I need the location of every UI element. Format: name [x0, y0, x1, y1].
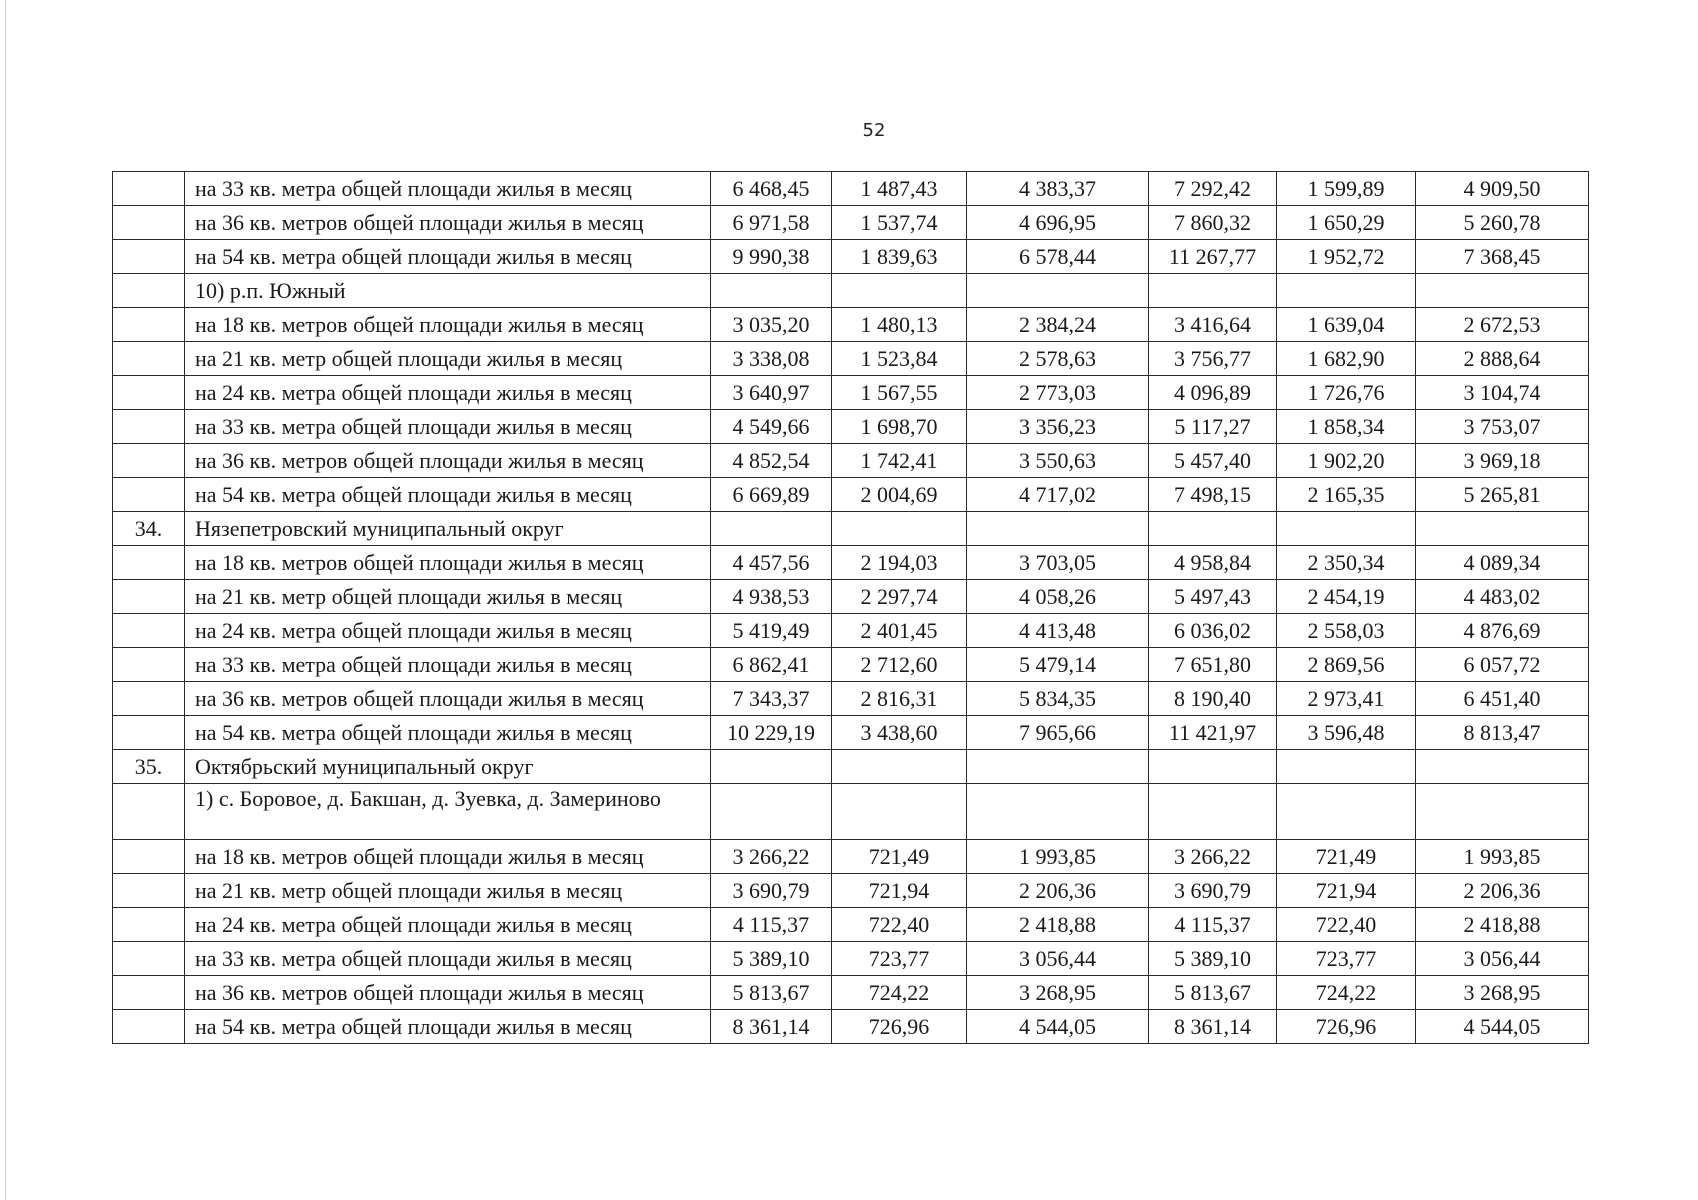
row-label-cell: Октябрьский муниципальный округ	[185, 750, 711, 784]
value-cell-col1: 3 640,97	[711, 376, 832, 410]
value-cell-col6	[1416, 784, 1589, 840]
value-cell-col6: 3 268,95	[1416, 976, 1589, 1010]
row-index-cell	[113, 976, 185, 1010]
value-cell-col6: 3 104,74	[1416, 376, 1589, 410]
value-cell-col4: 6 036,02	[1149, 614, 1277, 648]
table-row	[113, 478, 1589, 512]
table-row	[113, 614, 1589, 648]
value-cell-col4: 3 416,64	[1149, 308, 1277, 342]
row-index-cell	[113, 580, 185, 614]
value-cell-col2	[832, 784, 967, 840]
row-label-cell: на 33 кв. метра общей площади жилья в месяц	[185, 410, 711, 444]
value-cell-col6: 4 544,05	[1416, 1010, 1589, 1044]
row-label-cell: на 36 кв. метров общей площади жилья в месяц	[185, 206, 711, 240]
row-label-cell: на 36 кв. метров общей площади жилья в месяц	[185, 444, 711, 478]
value-cell-col6: 2 672,53	[1416, 308, 1589, 342]
row-label-cell: на 54 кв. метра общей площади жилья в месяц	[185, 478, 711, 512]
value-cell-col3: 5 479,14	[967, 648, 1149, 682]
value-cell-col4: 5 497,43	[1149, 580, 1277, 614]
value-cell-col2: 726,96	[832, 1010, 967, 1044]
value-cell-col6	[1416, 274, 1589, 308]
value-cell-col6: 2 888,64	[1416, 342, 1589, 376]
value-cell-col4	[1149, 274, 1277, 308]
row-index-cell	[113, 206, 185, 240]
value-cell-col3: 2 206,36	[967, 874, 1149, 908]
value-cell-col2: 1 487,43	[832, 172, 967, 206]
value-cell-col1: 6 971,58	[711, 206, 832, 240]
value-cell-col6: 4 909,50	[1416, 172, 1589, 206]
value-cell-col1: 3 035,20	[711, 308, 832, 342]
table-row	[113, 942, 1589, 976]
value-cell-col3: 3 703,05	[967, 546, 1149, 580]
value-cell-col3	[967, 784, 1149, 840]
value-cell-col5: 2 165,35	[1277, 478, 1416, 512]
value-cell-col5: 2 454,19	[1277, 580, 1416, 614]
value-cell-col6: 4 876,69	[1416, 614, 1589, 648]
value-cell-col6: 3 056,44	[1416, 942, 1589, 976]
value-cell-col1	[711, 512, 832, 546]
value-cell-col2: 722,40	[832, 908, 967, 942]
row-label-cell: на 36 кв. метров общей площади жилья в месяц	[185, 682, 711, 716]
value-cell-col3: 3 268,95	[967, 976, 1149, 1010]
value-cell-col6: 2 206,36	[1416, 874, 1589, 908]
row-label-cell: на 24 кв. метра общей площади жилья в месяц	[185, 614, 711, 648]
value-cell-col6: 6 057,72	[1416, 648, 1589, 682]
table-row	[113, 1010, 1589, 1044]
row-index-cell	[113, 648, 185, 682]
row-index-cell: 35.	[113, 750, 185, 784]
value-cell-col2: 2 401,45	[832, 614, 967, 648]
value-cell-col6: 5 260,78	[1416, 206, 1589, 240]
value-cell-col4: 8 190,40	[1149, 682, 1277, 716]
table-row	[113, 240, 1589, 274]
row-label-cell: на 21 кв. метр общей площади жилья в месяц	[185, 580, 711, 614]
table-row	[113, 580, 1589, 614]
value-cell-col1: 8 361,14	[711, 1010, 832, 1044]
value-cell-col1	[711, 750, 832, 784]
value-cell-col5: 2 973,41	[1277, 682, 1416, 716]
value-cell-col5: 721,49	[1277, 840, 1416, 874]
value-cell-col2: 2 297,74	[832, 580, 967, 614]
row-index-cell: 34.	[113, 512, 185, 546]
value-cell-col4: 4 115,37	[1149, 908, 1277, 942]
value-cell-col6: 2 418,88	[1416, 908, 1589, 942]
value-cell-col2: 3 438,60	[832, 716, 967, 750]
value-cell-col6: 3 753,07	[1416, 410, 1589, 444]
value-cell-col3: 4 717,02	[967, 478, 1149, 512]
value-cell-col3	[967, 274, 1149, 308]
value-cell-col1: 6 862,41	[711, 648, 832, 682]
row-index-cell	[113, 784, 185, 840]
value-cell-col4: 4 958,84	[1149, 546, 1277, 580]
row-label-cell: на 33 кв. метра общей площади жилья в месяц	[185, 648, 711, 682]
value-cell-col2: 721,94	[832, 874, 967, 908]
table-row	[113, 444, 1589, 478]
value-cell-col1: 4 457,56	[711, 546, 832, 580]
row-label-cell: на 36 кв. метров общей площади жилья в месяц	[185, 976, 711, 1010]
row-label-cell: 10) р.п. Южный	[185, 274, 711, 308]
row-label-cell: на 21 кв. метр общей площади жилья в месяц	[185, 342, 711, 376]
row-label-cell: Нязепетровский муниципальный округ	[185, 512, 711, 546]
table-row	[113, 546, 1589, 580]
value-cell-col4: 5 117,27	[1149, 410, 1277, 444]
value-cell-col5: 1 952,72	[1277, 240, 1416, 274]
value-cell-col6: 1 993,85	[1416, 840, 1589, 874]
table-section-row	[113, 274, 1589, 308]
table-row	[113, 908, 1589, 942]
table-section-row	[113, 750, 1589, 784]
value-cell-col5	[1277, 784, 1416, 840]
table-row	[113, 376, 1589, 410]
value-cell-col6: 8 813,47	[1416, 716, 1589, 750]
row-index-cell	[113, 410, 185, 444]
value-cell-col3: 2 773,03	[967, 376, 1149, 410]
value-cell-col2	[832, 274, 967, 308]
value-cell-col4: 5 813,67	[1149, 976, 1277, 1010]
value-cell-col4: 7 651,80	[1149, 648, 1277, 682]
row-label-cell: на 54 кв. метра общей площади жилья в месяц	[185, 716, 711, 750]
row-index-cell	[113, 308, 185, 342]
value-cell-col2: 1 742,41	[832, 444, 967, 478]
table-body	[113, 172, 1589, 1044]
table-row	[113, 682, 1589, 716]
value-cell-col1: 4 852,54	[711, 444, 832, 478]
value-cell-col4: 5 457,40	[1149, 444, 1277, 478]
table-row	[113, 976, 1589, 1010]
value-cell-col5: 1 858,34	[1277, 410, 1416, 444]
value-cell-col4: 7 860,32	[1149, 206, 1277, 240]
value-cell-col6: 5 265,81	[1416, 478, 1589, 512]
value-cell-col4	[1149, 512, 1277, 546]
row-label-cell: на 33 кв. метра общей площади жилья в месяц	[185, 172, 711, 206]
value-cell-col1: 5 389,10	[711, 942, 832, 976]
value-cell-col4: 5 389,10	[1149, 942, 1277, 976]
row-label-cell: на 24 кв. метра общей площади жилья в месяц	[185, 908, 711, 942]
value-cell-col5	[1277, 512, 1416, 546]
row-index-cell	[113, 240, 185, 274]
value-cell-col2: 2 004,69	[832, 478, 967, 512]
row-label-cell: на 18 кв. метров общей площади жилья в месяц	[185, 840, 711, 874]
value-cell-col2: 1 839,63	[832, 240, 967, 274]
value-cell-col2	[832, 512, 967, 546]
row-label-cell: на 54 кв. метра общей площади жилья в месяц	[185, 1010, 711, 1044]
value-cell-col5: 726,96	[1277, 1010, 1416, 1044]
value-cell-col3: 3 056,44	[967, 942, 1149, 976]
value-cell-col3: 4 696,95	[967, 206, 1149, 240]
value-cell-col2	[832, 750, 967, 784]
value-cell-col1: 5 419,49	[711, 614, 832, 648]
value-cell-col3: 4 413,48	[967, 614, 1149, 648]
value-cell-col2: 1 698,70	[832, 410, 967, 444]
row-label-cell: 1) с. Боровое, д. Бакшан, д. Зуевка, д. Замериново	[185, 784, 711, 840]
row-label-cell: на 24 кв. метра общей площади жилья в месяц	[185, 376, 711, 410]
value-cell-col3: 5 834,35	[967, 682, 1149, 716]
value-cell-col6: 3 969,18	[1416, 444, 1589, 478]
value-cell-col2: 2 712,60	[832, 648, 967, 682]
value-cell-col3: 2 384,24	[967, 308, 1149, 342]
value-cell-col4: 3 266,22	[1149, 840, 1277, 874]
table-row	[113, 648, 1589, 682]
tariff-table	[112, 171, 1589, 1044]
value-cell-col5: 1 639,04	[1277, 308, 1416, 342]
row-label-cell: на 54 кв. метра общей площади жилья в месяц	[185, 240, 711, 274]
row-index-cell	[113, 478, 185, 512]
scan-edge-line	[5, 0, 6, 1200]
table-row	[113, 206, 1589, 240]
value-cell-col1: 9 990,38	[711, 240, 832, 274]
value-cell-col1	[711, 274, 832, 308]
row-index-cell	[113, 376, 185, 410]
value-cell-col6: 4 089,34	[1416, 546, 1589, 580]
value-cell-col3	[967, 750, 1149, 784]
table-row	[113, 342, 1589, 376]
value-cell-col1	[711, 784, 832, 840]
table-row	[113, 840, 1589, 874]
row-index-cell	[113, 1010, 185, 1044]
value-cell-col6: 4 483,02	[1416, 580, 1589, 614]
value-cell-col2: 2 816,31	[832, 682, 967, 716]
value-cell-col3: 1 993,85	[967, 840, 1149, 874]
row-index-cell	[113, 840, 185, 874]
row-index-cell	[113, 716, 185, 750]
table-section-row	[113, 512, 1589, 546]
value-cell-col4: 8 361,14	[1149, 1010, 1277, 1044]
value-cell-col4: 11 267,77	[1149, 240, 1277, 274]
value-cell-col3: 3 356,23	[967, 410, 1149, 444]
value-cell-col5: 2 350,34	[1277, 546, 1416, 580]
page-number: 52	[862, 120, 886, 141]
value-cell-col1: 3 266,22	[711, 840, 832, 874]
value-cell-col5: 1 650,29	[1277, 206, 1416, 240]
value-cell-col3: 6 578,44	[967, 240, 1149, 274]
table-section-row	[113, 784, 1589, 840]
row-label-cell: на 18 кв. метров общей площади жилья в месяц	[185, 308, 711, 342]
value-cell-col5: 1 726,76	[1277, 376, 1416, 410]
table-row	[113, 716, 1589, 750]
value-cell-col3: 4 058,26	[967, 580, 1149, 614]
value-cell-col4: 3 690,79	[1149, 874, 1277, 908]
value-cell-col5: 1 682,90	[1277, 342, 1416, 376]
value-cell-col5: 1 599,89	[1277, 172, 1416, 206]
row-index-cell	[113, 172, 185, 206]
row-index-cell	[113, 942, 185, 976]
row-index-cell	[113, 444, 185, 478]
value-cell-col2: 1 567,55	[832, 376, 967, 410]
value-cell-col5: 1 902,20	[1277, 444, 1416, 478]
value-cell-col4: 11 421,97	[1149, 716, 1277, 750]
row-index-cell	[113, 342, 185, 376]
value-cell-col4: 7 292,42	[1149, 172, 1277, 206]
value-cell-col2: 1 523,84	[832, 342, 967, 376]
value-cell-col4: 7 498,15	[1149, 478, 1277, 512]
value-cell-col1: 3 690,79	[711, 874, 832, 908]
row-index-cell	[113, 274, 185, 308]
table-row	[113, 410, 1589, 444]
value-cell-col5: 2 558,03	[1277, 614, 1416, 648]
value-cell-col5	[1277, 750, 1416, 784]
value-cell-col5: 722,40	[1277, 908, 1416, 942]
value-cell-col1: 10 229,19	[711, 716, 832, 750]
value-cell-col5: 723,77	[1277, 942, 1416, 976]
value-cell-col3: 2 418,88	[967, 908, 1149, 942]
table-row	[113, 308, 1589, 342]
value-cell-col5: 3 596,48	[1277, 716, 1416, 750]
value-cell-col1: 4 115,37	[711, 908, 832, 942]
value-cell-col3: 3 550,63	[967, 444, 1149, 478]
value-cell-col6	[1416, 750, 1589, 784]
table-row	[113, 172, 1589, 206]
table-row	[113, 874, 1589, 908]
value-cell-col3: 2 578,63	[967, 342, 1149, 376]
value-cell-col4: 4 096,89	[1149, 376, 1277, 410]
value-cell-col2: 724,22	[832, 976, 967, 1010]
value-cell-col3: 4 544,05	[967, 1010, 1149, 1044]
row-label-cell: на 18 кв. метров общей площади жилья в месяц	[185, 546, 711, 580]
value-cell-col3: 7 965,66	[967, 716, 1149, 750]
row-label-cell: на 33 кв. метра общей площади жилья в месяц	[185, 942, 711, 976]
value-cell-col2: 2 194,03	[832, 546, 967, 580]
value-cell-col5: 721,94	[1277, 874, 1416, 908]
value-cell-col5	[1277, 274, 1416, 308]
value-cell-col1: 7 343,37	[711, 682, 832, 716]
value-cell-col5: 2 869,56	[1277, 648, 1416, 682]
value-cell-col5: 724,22	[1277, 976, 1416, 1010]
value-cell-col1: 6 468,45	[711, 172, 832, 206]
value-cell-col6: 7 368,45	[1416, 240, 1589, 274]
value-cell-col3: 4 383,37	[967, 172, 1149, 206]
value-cell-col3	[967, 512, 1149, 546]
value-cell-col2: 721,49	[832, 840, 967, 874]
value-cell-col1: 4 938,53	[711, 580, 832, 614]
row-index-cell	[113, 874, 185, 908]
value-cell-col4: 3 756,77	[1149, 342, 1277, 376]
row-index-cell	[113, 908, 185, 942]
value-cell-col1: 5 813,67	[711, 976, 832, 1010]
row-index-cell	[113, 546, 185, 580]
value-cell-col6: 6 451,40	[1416, 682, 1589, 716]
value-cell-col2: 1 480,13	[832, 308, 967, 342]
value-cell-col2: 723,77	[832, 942, 967, 976]
value-cell-col1: 4 549,66	[711, 410, 832, 444]
row-index-cell	[113, 682, 185, 716]
row-label-cell: на 21 кв. метр общей площади жилья в месяц	[185, 874, 711, 908]
value-cell-col4	[1149, 750, 1277, 784]
value-cell-col1: 3 338,08	[711, 342, 832, 376]
value-cell-col6	[1416, 512, 1589, 546]
row-index-cell	[113, 614, 185, 648]
value-cell-col4	[1149, 784, 1277, 840]
value-cell-col2: 1 537,74	[832, 206, 967, 240]
value-cell-col1: 6 669,89	[711, 478, 832, 512]
